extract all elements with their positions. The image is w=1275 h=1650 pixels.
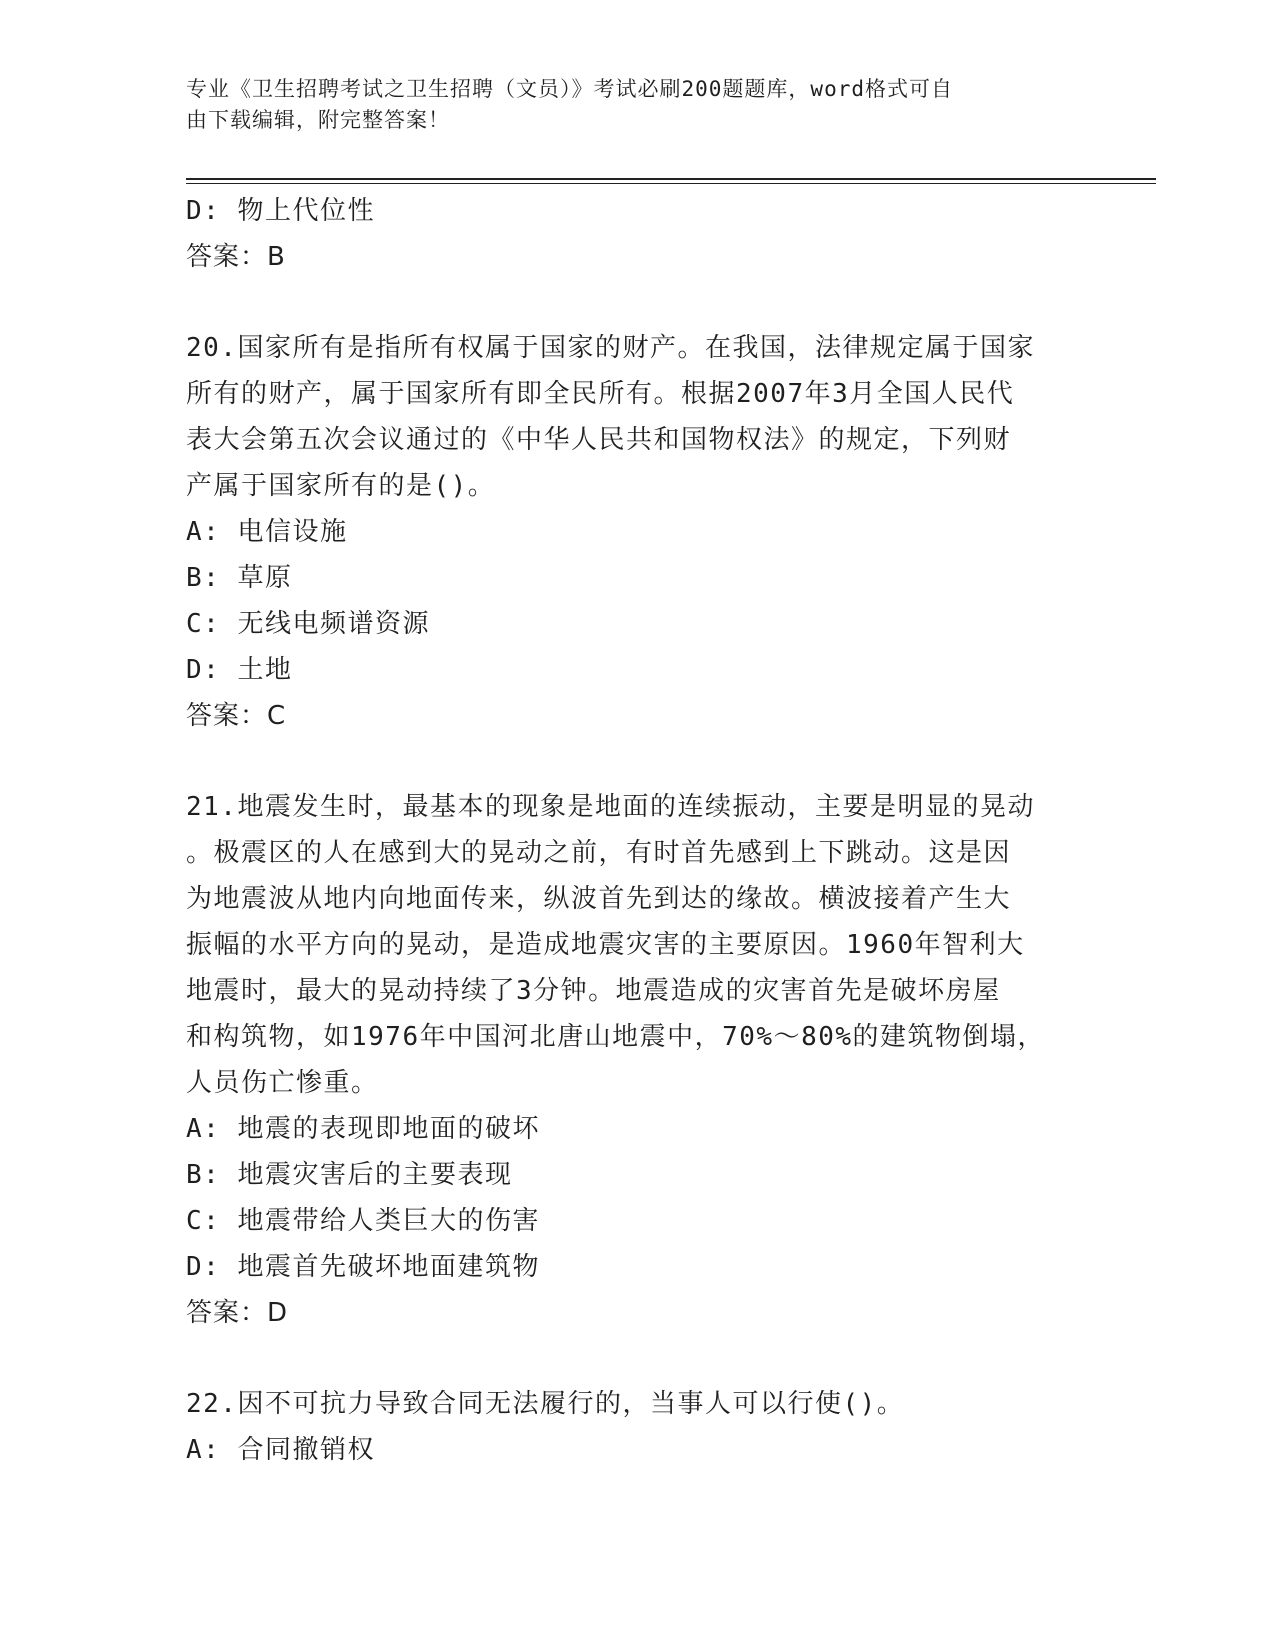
spacer bbox=[186, 280, 1086, 325]
header-line-2: 由下载编辑，附完整答案！ bbox=[186, 108, 450, 132]
header-line-1: 专业《卫生招聘考试之卫生招聘（文员）》考试必刷200题题库，word格式可自 bbox=[186, 77, 953, 101]
question-21-line-3: 为地震波从地内向地面传来，纵波首先到达的缘故。横波接着产生大 bbox=[186, 884, 1012, 914]
question-21-line-7: 人员伤亡惨重。 bbox=[186, 1068, 379, 1098]
prev-option-d: D: 物上代位性 bbox=[186, 196, 375, 226]
question-content bbox=[186, 188, 1086, 1473]
question-21-option-b: B: 地震灾害后的主要表现 bbox=[186, 1160, 513, 1190]
document-header bbox=[186, 74, 1086, 136]
question-20-option-d: D: 土地 bbox=[186, 655, 293, 685]
question-22-line-1: 22.因不可抗力导致合同无法履行的，当事人可以行使()。 bbox=[186, 1389, 905, 1419]
question-20-option-b: B: 草原 bbox=[186, 563, 293, 593]
question-22-option-a: A: 合同撤销权 bbox=[186, 1435, 375, 1465]
header-rule-thin bbox=[186, 183, 1156, 184]
question-21-option-a: A: 地震的表现即地面的破坏 bbox=[186, 1114, 540, 1144]
question-21-answer: 答案：D bbox=[186, 1298, 289, 1328]
question-20-option-a: A: 电信设施 bbox=[186, 517, 348, 547]
question-22 bbox=[186, 1381, 1086, 1473]
spacer bbox=[186, 1336, 1086, 1381]
question-20-line-1: 20.国家所有是指所有权属于国家的财产。在我国，法律规定属于国家 bbox=[186, 333, 1035, 363]
header-rule-thick bbox=[186, 178, 1156, 180]
question-20-line-4: 产属于国家所有的是()。 bbox=[186, 471, 496, 501]
spacer bbox=[186, 739, 1086, 784]
question-21-option-c: C: 地震带给人类巨大的伤害 bbox=[186, 1206, 540, 1236]
question-20-option-c: C: 无线电频谱资源 bbox=[186, 609, 430, 639]
question-21-line-1: 21.地震发生时，最基本的现象是地面的连续振动，主要是明显的晃动 bbox=[186, 792, 1035, 822]
question-21-line-6: 和构筑物，如1976年中国河北唐山地震中，70%～80%的建筑物倒塌， bbox=[186, 1022, 1046, 1052]
question-21-line-2: 。极震区的人在感到大的晃动之前，有时首先感到上下跳动。这是因 bbox=[186, 838, 1012, 868]
question-20-line-2: 所有的财产，属于国家所有即全民所有。根据2007年3月全国人民代 bbox=[186, 379, 1015, 409]
question-20-answer: 答案：C bbox=[186, 701, 287, 731]
prev-answer: 答案：B bbox=[186, 242, 286, 272]
question-20-line-3: 表大会第五次会议通过的《中华人民共和国物权法》的规定，下列财 bbox=[186, 425, 1012, 455]
question-20 bbox=[186, 325, 1086, 739]
question-21-option-d: D: 地震首先破坏地面建筑物 bbox=[186, 1252, 540, 1282]
question-21-line-4: 振幅的水平方向的晃动，是造成地震灾害的主要原因。1960年智利大 bbox=[186, 930, 1025, 960]
question-21-line-5: 地震时，最大的晃动持续了3分钟。地震造成的灾害首先是破坏房屋 bbox=[186, 976, 1001, 1006]
question-21 bbox=[186, 784, 1086, 1336]
